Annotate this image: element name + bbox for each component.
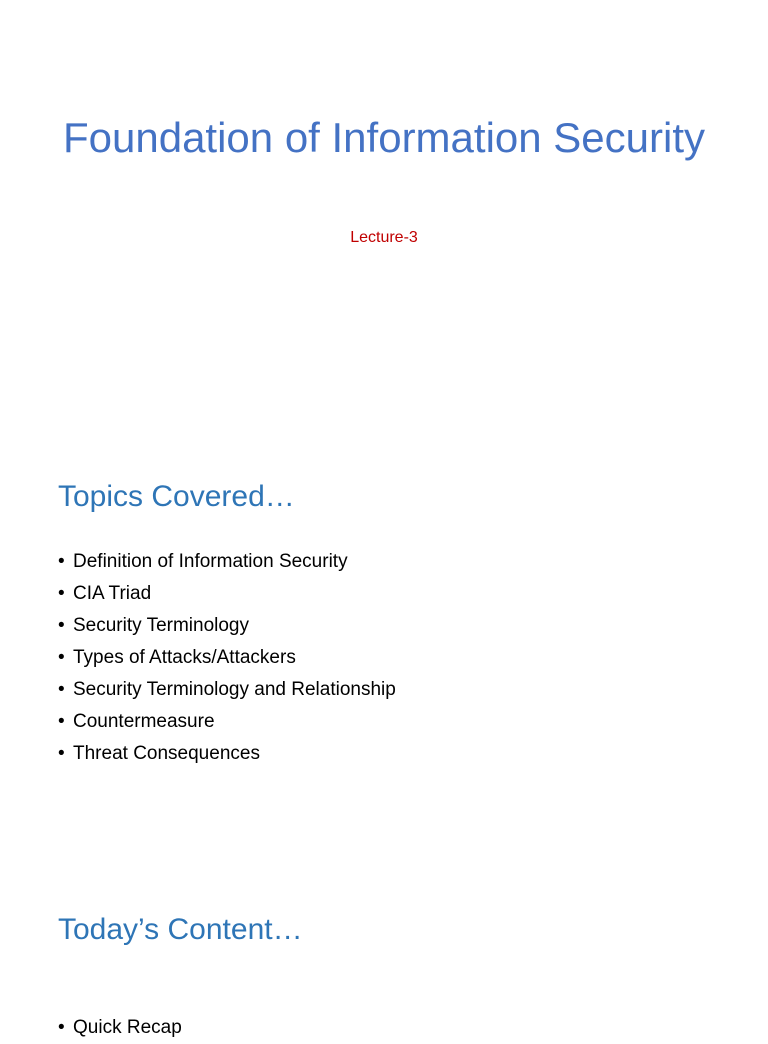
list-item: [58, 610, 396, 642]
bullet-icon: •: [58, 679, 65, 700]
list-item: [58, 738, 396, 770]
bullet-icon: •: [58, 647, 65, 668]
list-item: [58, 1012, 182, 1044]
content-list: [58, 1012, 182, 1044]
lecture-subtitle: Lecture-3: [350, 229, 418, 246]
bullet-icon: •: [58, 1017, 65, 1038]
topics-covered-heading: Topics Covered…: [58, 480, 295, 513]
list-item-text: Security Terminology: [73, 615, 250, 636]
list-item-text: CIA Triad: [73, 583, 152, 604]
list-item: [58, 546, 396, 578]
todays-content-heading: Today’s Content…: [58, 913, 303, 946]
topics-list: [58, 546, 396, 770]
list-item-text: Security Terminology and Relationship: [73, 679, 396, 700]
slide-todays-content: [0, 864, 768, 1038]
bullet-icon: •: [58, 711, 65, 732]
list-item-text: Countermeasure: [73, 711, 215, 732]
list-item-text: Threat Consequences: [73, 743, 260, 764]
bullet-icon: •: [58, 615, 65, 636]
slide-title: [0, 0, 768, 432]
list-item-text: Quick Recap: [73, 1017, 182, 1038]
list-item: [58, 706, 396, 738]
slide-topics-covered: [0, 432, 768, 864]
bullet-icon: •: [58, 583, 65, 604]
bullet-icon: •: [58, 743, 65, 764]
list-item-text: Types of Attacks/Attackers: [73, 647, 296, 668]
list-item-text: Definition of Information Security: [73, 551, 348, 572]
main-title: Foundation of Information Security: [62, 114, 706, 161]
list-item: [58, 578, 396, 610]
list-item: [58, 674, 396, 706]
list-item: [58, 642, 396, 674]
bullet-icon: •: [58, 551, 65, 572]
